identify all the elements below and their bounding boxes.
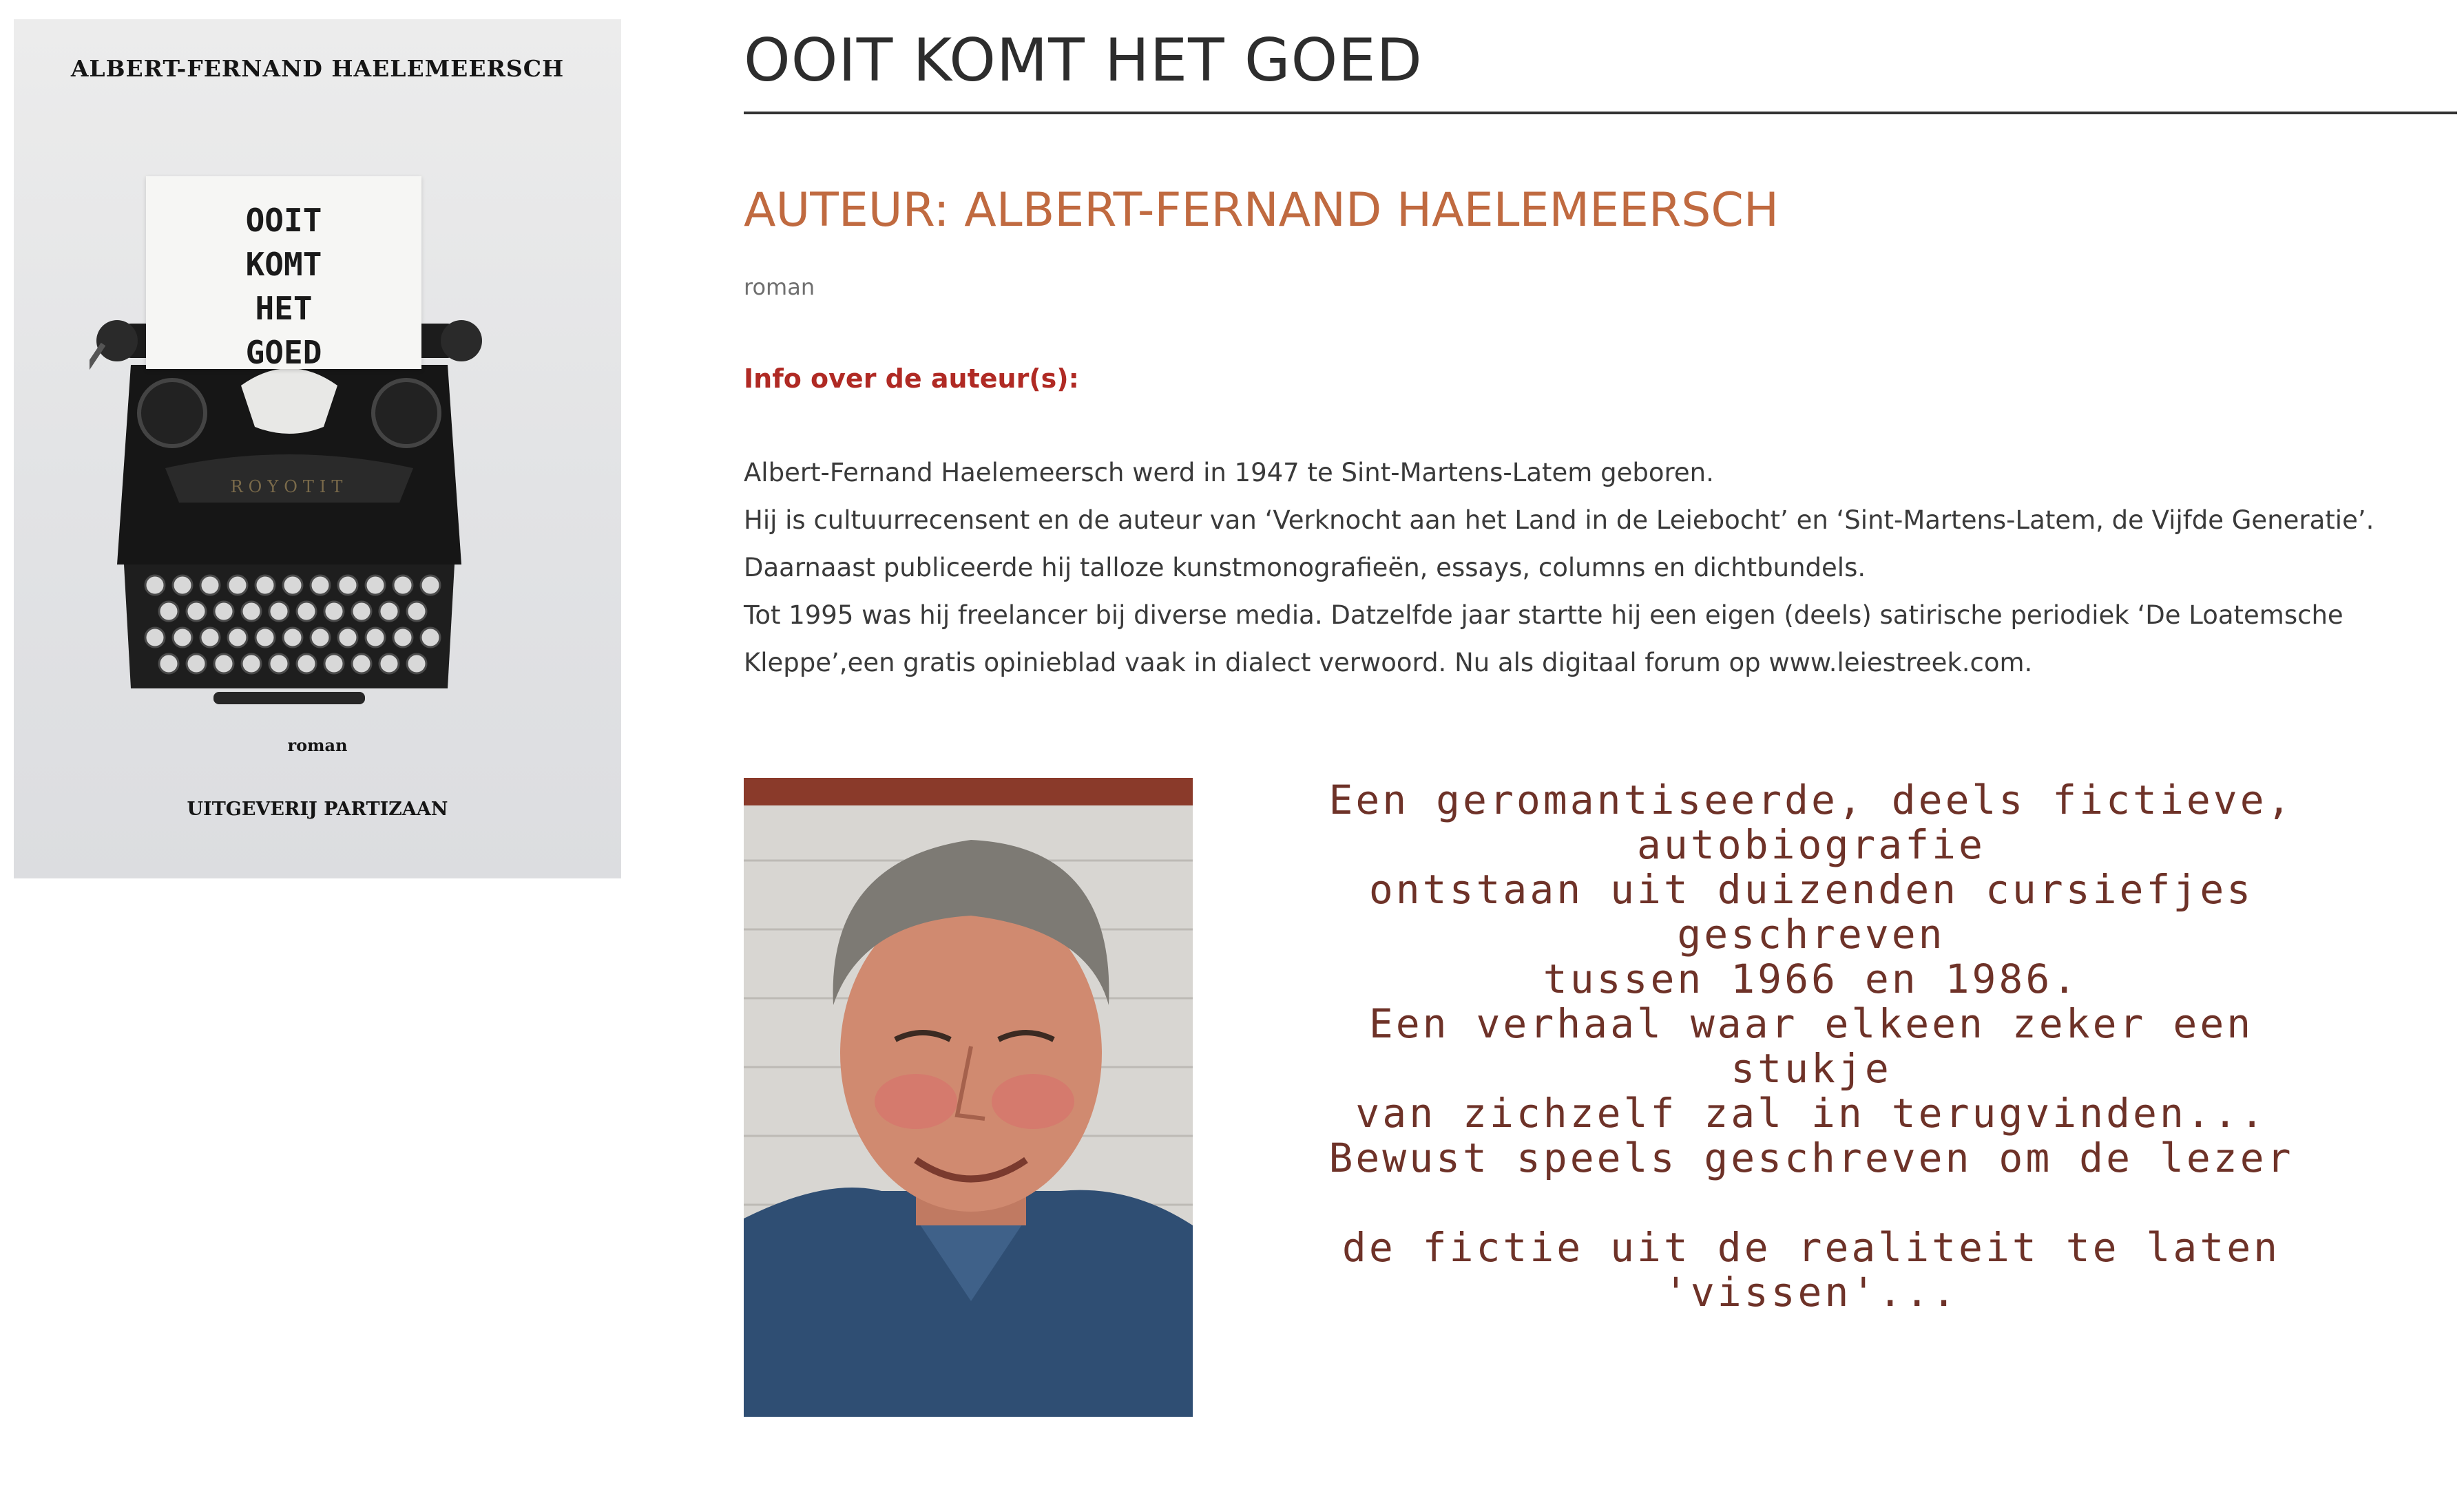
bio-line: Albert-Fernand Haelemeersch werd in 1947 te Sint-Martens-Latem geboren. xyxy=(744,458,1714,487)
typewriter-key xyxy=(159,654,178,673)
typewriter-key xyxy=(187,602,206,621)
quote-line: geschreven xyxy=(1677,911,1945,958)
author-info-heading: Info over de auteur(s): xyxy=(744,363,1079,394)
typewriter-key xyxy=(200,628,220,647)
typewriter-key xyxy=(338,576,357,595)
typewriter-key xyxy=(255,576,275,595)
typewriter-key xyxy=(228,628,247,647)
paper-line: KOMT xyxy=(245,246,322,283)
typewriter-key xyxy=(214,654,233,673)
author-bio xyxy=(744,449,2458,686)
typewriter-brand: ROYOTIT xyxy=(230,477,348,496)
quote-line: autobiografie xyxy=(1637,821,1985,868)
typewriter-key xyxy=(379,654,399,673)
quote-line: ontstaan uit duizenden cursiefjes xyxy=(1368,866,2254,913)
paper-line: HET xyxy=(255,290,313,327)
book-quote xyxy=(1281,778,2341,1315)
typewriter-key xyxy=(269,654,289,673)
quote-line: 'vissen'... xyxy=(1663,1269,1959,1316)
book-cover xyxy=(14,19,621,878)
author-photo xyxy=(744,778,1193,1417)
typewriter-key xyxy=(352,602,371,621)
quote-line: de fictie uit de realiteit te laten xyxy=(1341,1224,2281,1271)
typewriter-key xyxy=(324,654,344,673)
typewriter-key xyxy=(352,654,371,673)
typewriter-key xyxy=(393,628,413,647)
typewriter-key xyxy=(297,654,316,673)
typewriter-key xyxy=(311,576,330,595)
typewriter-key xyxy=(173,576,192,595)
typewriter-key xyxy=(311,628,330,647)
typewriter-key xyxy=(297,602,316,621)
title-divider xyxy=(744,112,2457,114)
typewriter-paper xyxy=(146,176,421,369)
typewriter-key xyxy=(159,602,178,621)
typewriter-key xyxy=(379,602,399,621)
typewriter-key xyxy=(269,602,289,621)
quote-line: Bewust speels geschreven om de lezer xyxy=(1328,1135,2294,1181)
page-title: OOIT KOMT HET GOED xyxy=(744,26,1423,95)
quote-line: tussen 1966 en 1986. xyxy=(1543,956,2080,1002)
author-portrait-illustration xyxy=(744,778,1193,1417)
typewriter-key xyxy=(214,602,233,621)
typewriter-key xyxy=(255,628,275,647)
paper-line: GOED xyxy=(245,334,322,371)
quote-line: Een verhaal waar elkeen zeker een xyxy=(1368,1000,2254,1047)
typewriter-key xyxy=(421,576,440,595)
cover-author: ALBERT-FERNAND HAELEMEERSCH xyxy=(70,55,565,82)
typewriter-key xyxy=(187,654,206,673)
typewriter-key xyxy=(145,576,165,595)
typewriter-key xyxy=(338,628,357,647)
typewriter-key xyxy=(324,602,344,621)
typewriter-key xyxy=(200,576,220,595)
typewriter-key xyxy=(407,602,426,621)
author-heading: AUTEUR: ALBERT-FERNAND HAELEMEERSCH xyxy=(744,183,1779,238)
cover-publisher: UITGEVERIJ PARTIZAAN xyxy=(187,799,448,820)
typewriter-key xyxy=(242,602,261,621)
typewriter-key xyxy=(393,576,413,595)
typewriter-key xyxy=(283,576,302,595)
bio-line: Kleppe’,een gratis opinieblad vaak in dialect verwoord. Nu als digitaal forum op www.leiestreek.com. xyxy=(744,648,2033,677)
typewriter-key xyxy=(421,628,440,647)
typewriter-key xyxy=(283,628,302,647)
typewriter-key xyxy=(173,628,192,647)
typewriter-key xyxy=(145,628,165,647)
bio-line: Hij is cultuurrecensent en de auteur van ‘Verknocht aan het Land in de Leiebocht’ en ‘Sint-Martens-Latem, de Vijfde Generatie’. xyxy=(744,505,2374,535)
paper-line: OOIT xyxy=(245,202,322,239)
typewriter-key xyxy=(242,654,261,673)
bio-line: Daarnaast publiceerde hij talloze kunstmonografieën, essays, columns en dichtbundels. xyxy=(744,553,1866,582)
typewriter-key xyxy=(228,576,247,595)
typewriter-key xyxy=(407,654,426,673)
cover-genre: roman xyxy=(287,735,348,755)
quote-line: stukje xyxy=(1731,1045,1892,1092)
bio-line: Tot 1995 was hij freelancer bij diverse media. Datzelfde jaar startte hij een eigen (deels) satirische periodiek ‘De Loatemsche xyxy=(744,600,2343,630)
quote-line: van zichzelf zal in terugvinden... xyxy=(1355,1090,2267,1137)
typewriter-key xyxy=(366,576,385,595)
quote-line: Een geromantiseerde, deels fictieve, xyxy=(1328,777,2294,823)
genre-label: roman xyxy=(744,274,815,300)
quote-line xyxy=(1281,1181,2341,1225)
typewriter-key xyxy=(366,628,385,647)
